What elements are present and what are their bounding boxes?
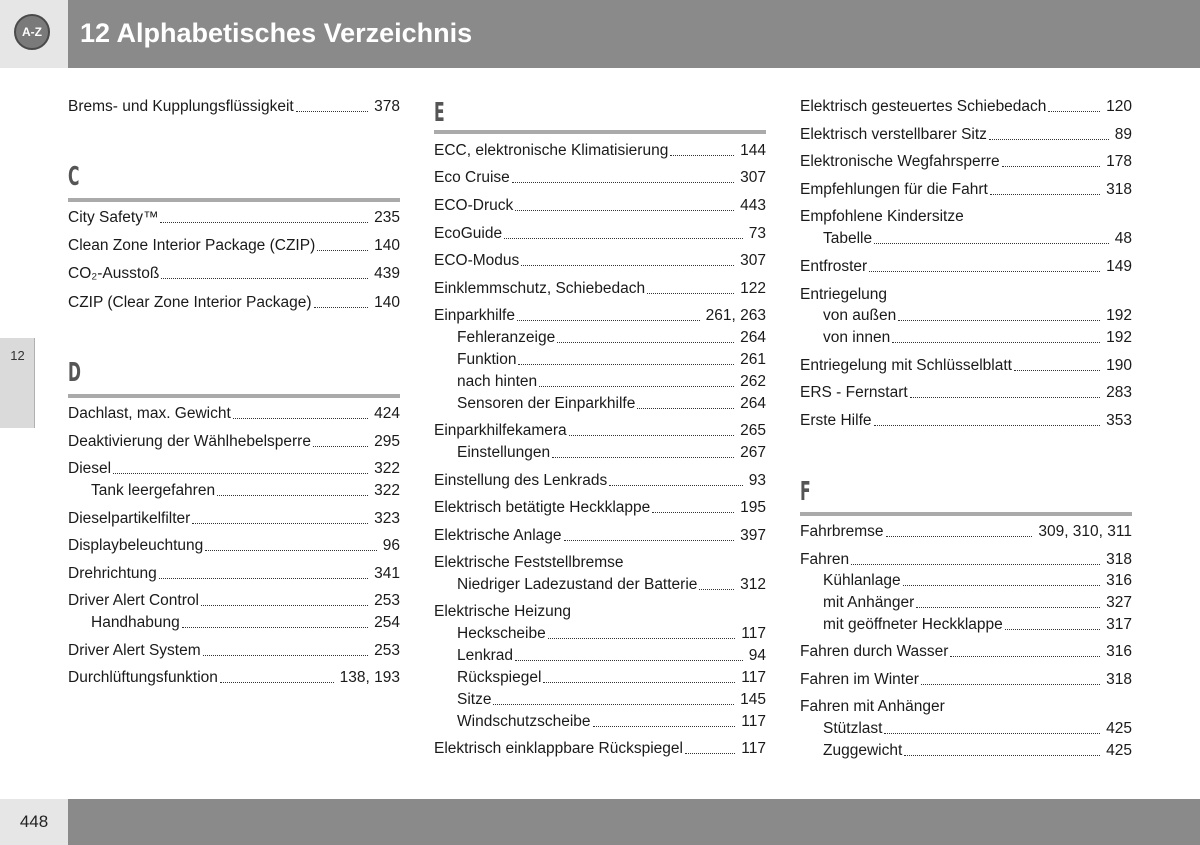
- dot-leader: [892, 342, 1100, 343]
- index-entry: [68, 292, 400, 314]
- entry-page-ref: 327: [1106, 594, 1132, 611]
- index-subentry: [457, 711, 766, 733]
- index-entry: [800, 284, 1132, 306]
- dot-leader: [313, 446, 368, 447]
- index-entry: [800, 549, 1132, 571]
- entry-term: Empfehlungen für die Fahrt: [800, 181, 988, 198]
- entry-page-ref: 443: [740, 197, 766, 214]
- entry-page-ref: 117: [741, 625, 766, 642]
- index-entry: [800, 256, 1132, 278]
- dot-leader: [1014, 370, 1100, 371]
- page-number-box: [0, 799, 68, 845]
- dot-leader: [910, 397, 1100, 398]
- dot-leader: [637, 408, 734, 409]
- entry-term: Deaktivierung der Wählhebelsperre: [68, 433, 311, 450]
- entry-page-ref: 322: [374, 482, 400, 499]
- entry-page-ref: 138, 193: [339, 669, 400, 686]
- index-subentry: [457, 393, 766, 415]
- entry-term: Sitze: [457, 691, 492, 708]
- index-entry: [800, 382, 1132, 404]
- entry-term: Funktion: [457, 351, 517, 368]
- entry-page-ref: 94: [748, 647, 766, 664]
- entry-term: Fahren durch Wasser: [800, 643, 949, 660]
- dot-leader: [182, 627, 368, 628]
- entry-page-ref: 96: [382, 537, 400, 554]
- entry-term: mit Anhänger: [823, 594, 915, 611]
- entry-term: von außen: [823, 307, 897, 324]
- section-divider: [68, 394, 400, 398]
- entry-term: Entfroster: [800, 258, 868, 275]
- index-entry: [800, 206, 1132, 228]
- entry-term: Erste Hilfe: [800, 412, 872, 429]
- index-entry: [68, 403, 400, 425]
- index-entry: [434, 278, 766, 300]
- dot-leader: [874, 425, 1101, 426]
- entry-page-ref: 144: [740, 142, 766, 159]
- index-subentry: [457, 349, 766, 371]
- entry-term: Einparkhilfekamera: [434, 422, 567, 439]
- entry-page-ref: 322: [374, 460, 400, 477]
- entry-page-ref: 235: [374, 209, 400, 226]
- page-header: [0, 0, 1200, 68]
- entry-page-ref: 307: [740, 169, 766, 186]
- entry-term: Stützlast: [823, 720, 883, 737]
- section-divider: [434, 130, 766, 134]
- entry-page-ref: 312: [740, 576, 766, 593]
- dot-leader: [217, 495, 368, 496]
- dot-leader: [552, 457, 734, 458]
- a-z-index-icon: A-Z: [14, 14, 50, 50]
- entry-term: Entriegelung mit Schlüsselblatt: [800, 357, 1012, 374]
- index-entry: [68, 263, 400, 285]
- section-letter: C: [68, 162, 80, 192]
- index-entry: [68, 235, 400, 257]
- entry-term: Rückspiegel: [457, 669, 542, 686]
- entry-term: City Safety™: [68, 209, 159, 226]
- entry-page-ref: 253: [374, 642, 400, 659]
- dot-leader: [113, 473, 368, 474]
- entry-page-ref: 318: [1106, 671, 1132, 688]
- entry-term: Displaybeleuchtung: [68, 537, 204, 554]
- entry-page-ref: 122: [740, 280, 766, 297]
- entry-term: Clean Zone Interior Package (CZIP): [68, 237, 316, 254]
- dot-leader: [903, 585, 1101, 586]
- entry-page-ref: 140: [374, 294, 400, 311]
- entry-term: Niedriger Ladezustand der Batterie: [457, 576, 698, 593]
- entry-page-ref: 323: [374, 510, 400, 527]
- entry-page-ref: 190: [1106, 357, 1132, 374]
- index-entry: [800, 179, 1132, 201]
- entry-term: ECC, elektronische Klimatisierung: [434, 142, 669, 159]
- dot-leader: [564, 540, 735, 541]
- dot-leader: [851, 564, 1100, 565]
- index-entry: [434, 525, 766, 547]
- index-entry: [434, 223, 766, 245]
- dot-leader: [512, 182, 734, 183]
- entry-term: Elektrische Anlage: [434, 527, 562, 544]
- entry-page-ref: 93: [748, 472, 766, 489]
- entry-page-ref: 192: [1106, 329, 1132, 346]
- index-subentry: [457, 327, 766, 349]
- dot-leader: [161, 278, 368, 279]
- entry-page-ref: 140: [374, 237, 400, 254]
- index-subentry: [823, 570, 1132, 592]
- section-letter: F: [800, 477, 811, 507]
- index-entry: [68, 563, 400, 585]
- index-entry: [68, 96, 400, 118]
- index-subentry: [823, 592, 1132, 614]
- section-divider: [68, 198, 400, 202]
- dot-leader: [517, 320, 700, 321]
- entry-page-ref: 307: [740, 252, 766, 269]
- index-subentry: [457, 371, 766, 393]
- entry-term: ERS - Fernstart: [800, 384, 908, 401]
- entry-page-ref: 397: [740, 527, 766, 544]
- index-subentry: [823, 228, 1132, 250]
- entry-page-ref: 195: [740, 499, 766, 516]
- entry-page-ref: 117: [741, 669, 766, 686]
- index-entry: [68, 431, 400, 453]
- dot-leader: [515, 660, 743, 661]
- entry-term: Zuggewicht: [823, 742, 903, 759]
- entry-term: Fahren mit Anhänger: [800, 698, 945, 715]
- index-subentry: [823, 740, 1132, 762]
- entry-term: Elektrisch verstellbarer Sitz: [800, 126, 987, 143]
- section-letter: E: [434, 98, 445, 128]
- dot-leader: [317, 250, 368, 251]
- dot-leader: [192, 523, 368, 524]
- index-subentry: [457, 667, 766, 689]
- entry-page-ref: 316: [1106, 643, 1132, 660]
- entry-term: Empfohlene Kindersitze: [800, 208, 964, 225]
- dot-leader: [652, 512, 734, 513]
- dot-leader: [557, 342, 734, 343]
- dot-leader: [518, 364, 734, 365]
- entry-term: Dieselpartikelfilter: [68, 510, 191, 527]
- index-entry: [800, 96, 1132, 118]
- dot-leader: [203, 655, 368, 656]
- dot-leader: [874, 243, 1109, 244]
- entry-page-ref: 120: [1106, 98, 1132, 115]
- entry-term: CZIP (Clear Zone Interior Package): [68, 294, 312, 311]
- index-entry: [800, 151, 1132, 173]
- dot-leader: [904, 755, 1100, 756]
- dot-leader: [493, 704, 734, 705]
- entry-page-ref: 73: [748, 225, 766, 242]
- entry-term: Tabelle: [823, 230, 873, 247]
- entry-term: Eco Cruise: [434, 169, 510, 186]
- entry-page-ref: 265: [740, 422, 766, 439]
- dot-leader: [990, 194, 1100, 195]
- index-subentry: [91, 612, 400, 634]
- entry-term: nach hinten: [457, 373, 538, 390]
- entry-term: Fahren im Winter: [800, 671, 919, 688]
- dot-leader: [1005, 629, 1100, 630]
- index-entry: [434, 601, 766, 623]
- entry-term: Dachlast, max. Gewicht: [68, 405, 231, 422]
- entry-term: Driver Alert System: [68, 642, 201, 659]
- entry-page-ref: 309, 310, 311: [1038, 523, 1132, 540]
- dot-leader: [647, 293, 734, 294]
- entry-term: EcoGuide: [434, 225, 503, 242]
- entry-page-ref: 295: [374, 433, 400, 450]
- entry-term: Einklemmschutz, Schiebedach: [434, 280, 646, 297]
- entry-term: Tank leergefahren: [91, 482, 216, 499]
- index-subentry: [823, 718, 1132, 740]
- page-title: 12 Alphabetisches Verzeichnis: [80, 18, 473, 48]
- section-letter: D: [68, 358, 81, 388]
- dot-leader: [685, 753, 735, 754]
- entry-term: Drehrichtung: [68, 565, 157, 582]
- page-footer: [0, 799, 1200, 845]
- dot-leader: [869, 271, 1100, 272]
- entry-term: Handhabung: [91, 614, 180, 631]
- entry-page-ref: 283: [1106, 384, 1132, 401]
- dot-leader: [296, 111, 368, 112]
- index-entry: [68, 458, 400, 480]
- index-entry: [434, 738, 766, 760]
- entry-page-ref: 264: [740, 329, 766, 346]
- entry-page-ref: 264: [740, 395, 766, 412]
- entry-page-ref: 378: [374, 98, 400, 115]
- entry-term: Windschutzscheibe: [457, 713, 591, 730]
- index-entry: [68, 640, 400, 662]
- dot-leader: [1002, 166, 1101, 167]
- entry-term: Fahrbremse: [800, 523, 884, 540]
- entry-term: Kühlanlage: [823, 572, 901, 589]
- dot-leader: [539, 386, 734, 387]
- index-entry: [800, 669, 1132, 691]
- entry-page-ref: 117: [741, 740, 766, 757]
- index-entry: [434, 497, 766, 519]
- entry-page-ref: 48: [1114, 230, 1132, 247]
- dot-leader: [898, 320, 1100, 321]
- index-entry: [68, 207, 400, 229]
- dot-leader: [233, 418, 368, 419]
- page-number: 448: [19, 812, 49, 831]
- entry-page-ref: 439: [374, 265, 400, 282]
- dot-leader: [515, 210, 734, 211]
- entry-page-ref: 425: [1106, 742, 1132, 759]
- index-entry: [434, 305, 766, 327]
- dot-leader: [609, 485, 743, 486]
- entry-term: CO₂-Ausstoß: [68, 265, 160, 282]
- entry-page-ref: 267: [740, 444, 766, 461]
- index-entry: [800, 355, 1132, 377]
- index-entry: [434, 552, 766, 574]
- dot-leader: [699, 589, 734, 590]
- dot-leader: [205, 550, 376, 551]
- entry-page-ref: 261, 263: [705, 307, 766, 324]
- entry-page-ref: 318: [1106, 551, 1132, 568]
- entry-page-ref: 317: [1106, 616, 1132, 633]
- entry-term: Fahren: [800, 551, 850, 568]
- section-divider: [800, 512, 1132, 516]
- entry-term: Entriegelung: [800, 286, 888, 303]
- index-subentry: [457, 442, 766, 464]
- entry-page-ref: 117: [741, 713, 766, 730]
- entry-page-ref: 316: [1106, 572, 1132, 589]
- entry-term: Einstellung des Lenkrads: [434, 472, 608, 489]
- entry-term: mit geöffneter Heckklappe: [823, 616, 1003, 633]
- dot-leader: [314, 307, 369, 308]
- entry-term: Elektronische Wegfahrsperre: [800, 153, 1000, 170]
- index-subentry: [457, 689, 766, 711]
- entry-page-ref: 318: [1106, 181, 1132, 198]
- index-subentry: [823, 327, 1132, 349]
- index-entry: [800, 641, 1132, 663]
- index-entry: [434, 470, 766, 492]
- dot-leader: [548, 638, 736, 639]
- dot-leader: [950, 656, 1100, 657]
- entry-term: ECO-Modus: [434, 252, 520, 269]
- entry-page-ref: 353: [1106, 412, 1132, 429]
- entry-page-ref: 341: [374, 565, 400, 582]
- dot-leader: [220, 682, 334, 683]
- dot-leader: [521, 265, 734, 266]
- dot-leader: [989, 139, 1109, 140]
- entry-term: Elektrische Heizung: [434, 603, 571, 620]
- index-entry: [68, 667, 400, 689]
- dot-leader: [886, 536, 1033, 537]
- entry-page-ref: 253: [374, 592, 400, 609]
- dot-leader: [201, 605, 368, 606]
- entry-term: Diesel: [68, 460, 112, 477]
- index-entry: [68, 508, 400, 530]
- entry-page-ref: 192: [1106, 307, 1132, 324]
- index-entry: [800, 521, 1132, 543]
- dot-leader: [670, 155, 734, 156]
- entry-term: Durchlüftungsfunktion: [68, 669, 218, 686]
- entry-term: Fehleranzeige: [457, 329, 556, 346]
- entry-page-ref: 254: [374, 614, 400, 631]
- entry-page-ref: 261: [740, 351, 766, 368]
- dot-leader: [160, 222, 368, 223]
- entry-term: Sensoren der Einparkhilfe: [457, 395, 636, 412]
- header-icon-box: [0, 0, 68, 68]
- index-entry: [434, 167, 766, 189]
- index-subentry: [823, 614, 1132, 636]
- dot-leader: [916, 607, 1100, 608]
- dot-leader: [884, 733, 1100, 734]
- dot-leader: [593, 726, 736, 727]
- entry-page-ref: 262: [740, 373, 766, 390]
- chapter-tab: [0, 338, 35, 428]
- index-entry: [68, 590, 400, 612]
- index-entry: [800, 410, 1132, 432]
- entry-term: Elektrisch einklappbare Rückspiegel: [434, 740, 683, 757]
- entry-term: Brems- und Kupplungsflüssigkeit: [68, 98, 294, 115]
- dot-leader: [1048, 111, 1100, 112]
- entry-term: Lenkrad: [457, 647, 514, 664]
- index-entry: [434, 250, 766, 272]
- index-subentry: [457, 574, 766, 596]
- entry-page-ref: 149: [1106, 258, 1132, 275]
- index-entry: [434, 420, 766, 442]
- entry-term: ECO-Druck: [434, 197, 514, 214]
- entry-page-ref: 424: [374, 405, 400, 422]
- index-subentry: [457, 645, 766, 667]
- entry-term: Elektrisch betätigte Heckklappe: [434, 499, 651, 516]
- index-subentry: [91, 480, 400, 502]
- dot-leader: [159, 578, 368, 579]
- dot-leader: [543, 682, 735, 683]
- index-subentry: [457, 623, 766, 645]
- index-entry: [68, 535, 400, 557]
- entry-term: Elektrische Feststellbremse: [434, 554, 624, 571]
- entry-page-ref: 89: [1114, 126, 1132, 143]
- entry-term: Einstellungen: [457, 444, 551, 461]
- dot-leader: [569, 435, 734, 436]
- index-entry: [800, 696, 1132, 718]
- index-subentry: [823, 305, 1132, 327]
- dot-leader: [921, 684, 1100, 685]
- entry-page-ref: 178: [1106, 153, 1132, 170]
- entry-term: Driver Alert Control: [68, 592, 199, 609]
- entry-page-ref: 145: [740, 691, 766, 708]
- entry-page-ref: 425: [1106, 720, 1132, 737]
- entry-term: Heckscheibe: [457, 625, 546, 642]
- chapter-tab-number: 12: [10, 348, 25, 363]
- dot-leader: [504, 238, 743, 239]
- index-entry: [434, 140, 766, 162]
- entry-term: Einparkhilfe: [434, 307, 515, 324]
- entry-term: Elektrisch gesteuertes Schiebedach: [800, 98, 1047, 115]
- index-entry: [434, 195, 766, 217]
- entry-term: von innen: [823, 329, 891, 346]
- index-entry: [800, 124, 1132, 146]
